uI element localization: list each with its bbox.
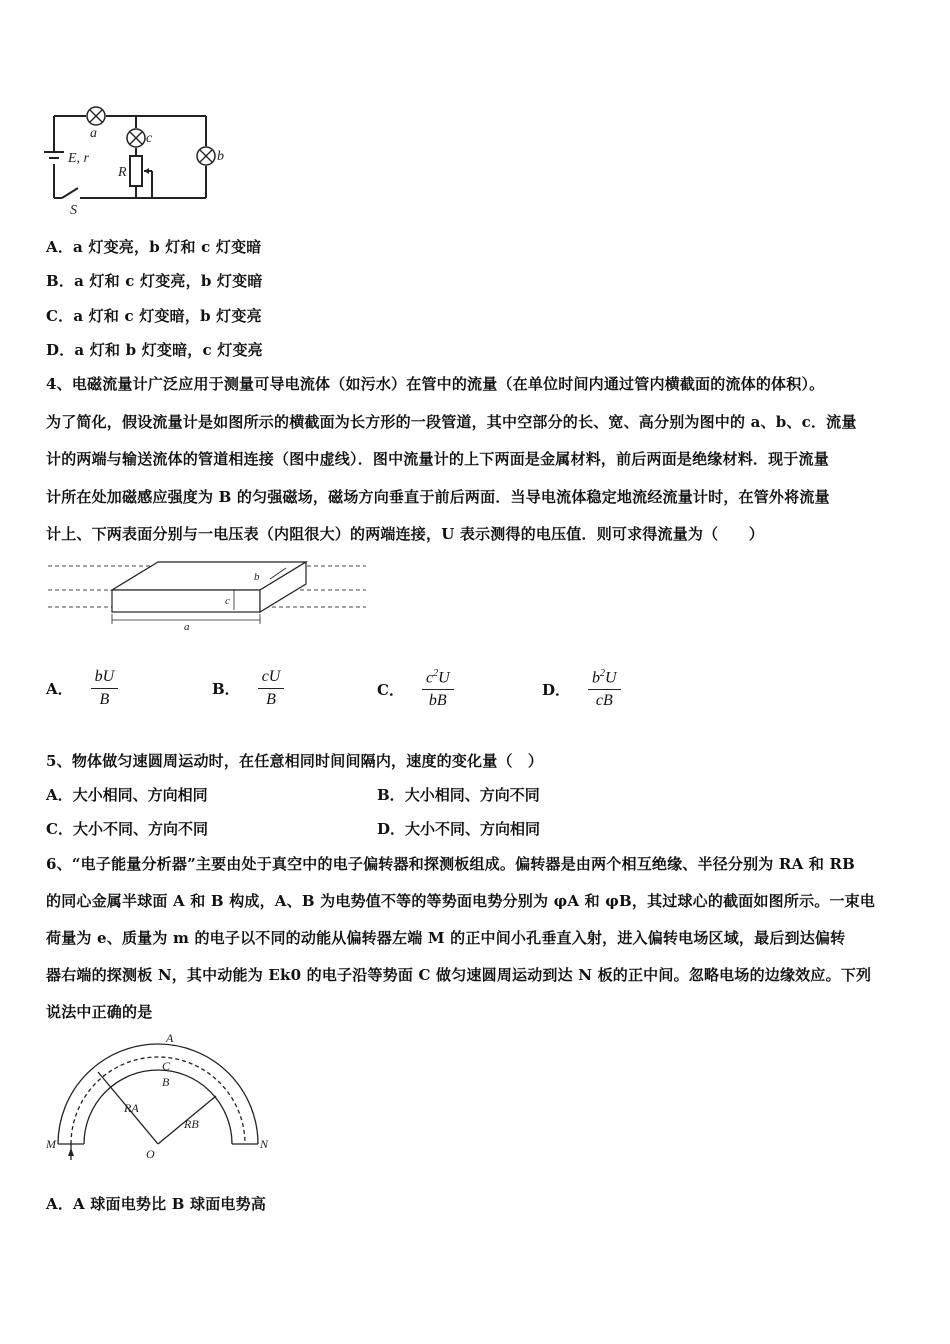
q4-option-c[interactable]: C． $\frac{c^2U}{bB}$ bbox=[377, 668, 454, 710]
q4-stem-line-5: 计上、下两表面分别与一电压表（内阻很大）的两端连接，U 表示测得的电压值．则可求得流量为（ ） bbox=[46, 525, 764, 543]
q4-option-d[interactable]: D． $\frac{b^2U}{cB}$ bbox=[542, 668, 621, 710]
fraction: $\frac{c^2U}{bB}$ bbox=[422, 668, 454, 710]
q5-option-b[interactable]: B．大小相同、方向不同 bbox=[377, 786, 540, 804]
q6-stem-line-3: 荷量为 e、质量为 m 的电子以不同的动能从偏转器左端 M 的正中间小孔垂直入射，进入偏转电场区域，最后到达偏转 bbox=[46, 929, 846, 947]
q6-stem-line-1: 6、“电子能量分析器”主要由处于真空中的电子偏转器和探测板组成。偏转器是由两个相互绝缘、半径分别为 RA 和 RB bbox=[46, 855, 856, 873]
flowmeter-diagram bbox=[46, 552, 376, 632]
label-c: c bbox=[225, 595, 230, 607]
label-a: a bbox=[184, 621, 190, 632]
label-C: C bbox=[162, 1059, 171, 1073]
label-c: c bbox=[146, 131, 153, 146]
electron-analyzer-diagram bbox=[46, 1030, 276, 1170]
q5-stem: 5、物体做匀速圆周运动时，在任意相同时间间隔内，速度的变化量（ ） bbox=[46, 752, 544, 770]
q4-stem-line-4: 计所在处加磁感应强度为 B 的匀强磁场，磁场方向垂直于前后两面．当导电流体稳定地流经流量计时，在管外将流量 bbox=[46, 488, 830, 506]
q6-stem-line-2: 的同心金属半球面 A 和 B 构成，A、B 为电势值不等的等势面电势分别为 φA 和 φB，其过球心的截面如图所示。一束电 bbox=[46, 892, 876, 910]
label-R: R bbox=[118, 165, 127, 180]
label-M: M bbox=[46, 1137, 56, 1151]
label-B: B bbox=[162, 1075, 170, 1089]
label-S: S bbox=[70, 203, 77, 217]
label-RA: RA bbox=[124, 1101, 139, 1115]
q4-stem-line-3: 计的两端与输送流体的管道相连接（图中虚线）．图中流量计的上下两面是金属材料，前后两面是绝缘材料．现于流量 bbox=[46, 450, 829, 468]
label-A: A bbox=[166, 1031, 174, 1045]
label-b: b bbox=[254, 571, 260, 583]
q4-stem-line-1: 4、电磁流量计广泛应用于测量可导电流体（如污水）在管中的流量（在单位时间内通过管内横截面的流体的体积）。 bbox=[46, 375, 825, 393]
fraction: $\frac{cU}{B}$ bbox=[258, 668, 285, 709]
q3-option-d[interactable]: D．a 灯和 b 灯变暗，c 灯变亮 bbox=[46, 341, 263, 359]
q4-option-a[interactable]: A． $\frac{bU}{B}$ bbox=[46, 668, 118, 709]
label-RB: RB bbox=[184, 1117, 199, 1131]
q3-option-a[interactable]: A．a 灯变亮，b 灯和 c 灯变暗 bbox=[46, 238, 262, 256]
circuit-diagram bbox=[40, 102, 230, 217]
q3-option-c[interactable]: C．a 灯和 c 灯变暗，b 灯变亮 bbox=[46, 307, 262, 325]
label-O: O bbox=[146, 1147, 155, 1161]
q6-stem-line-4: 器右端的探测板 N，其中动能为 Ek0 的电子沿等势面 C 做匀速圆周运动到达 N 板的正中间。忽略电场的边缘效应。下列 bbox=[46, 966, 872, 984]
q6-stem-line-5: 说法中正确的是 bbox=[46, 1003, 153, 1021]
label-a: a bbox=[90, 126, 97, 141]
label-b: b bbox=[217, 149, 224, 164]
q5-option-a[interactable]: A．大小相同、方向相同 bbox=[46, 786, 208, 804]
q4-stem-line-2: 为了简化，假设流量计是如图所示的横截面为长方形的一段管道，其中空部分的长、宽、高分别为图中的 a、b、c．流量 bbox=[46, 413, 857, 431]
q5-option-c[interactable]: C．大小不同、方向不同 bbox=[46, 820, 208, 838]
q4-option-b[interactable]: B． $\frac{cU}{B}$ bbox=[212, 668, 284, 709]
q5-option-d[interactable]: D．大小不同、方向相同 bbox=[377, 820, 541, 838]
q6-option-a[interactable]: A．A 球面电势比 B 球面电势高 bbox=[46, 1195, 267, 1213]
fraction: $\frac{bU}{B}$ bbox=[91, 668, 119, 709]
label-N: N bbox=[260, 1137, 269, 1151]
q3-option-b[interactable]: B．a 灯和 c 灯变亮，b 灯变暗 bbox=[46, 272, 263, 290]
fraction: $\frac{b^2U}{cB}$ bbox=[588, 668, 621, 710]
label-Er: E, r bbox=[68, 151, 89, 166]
